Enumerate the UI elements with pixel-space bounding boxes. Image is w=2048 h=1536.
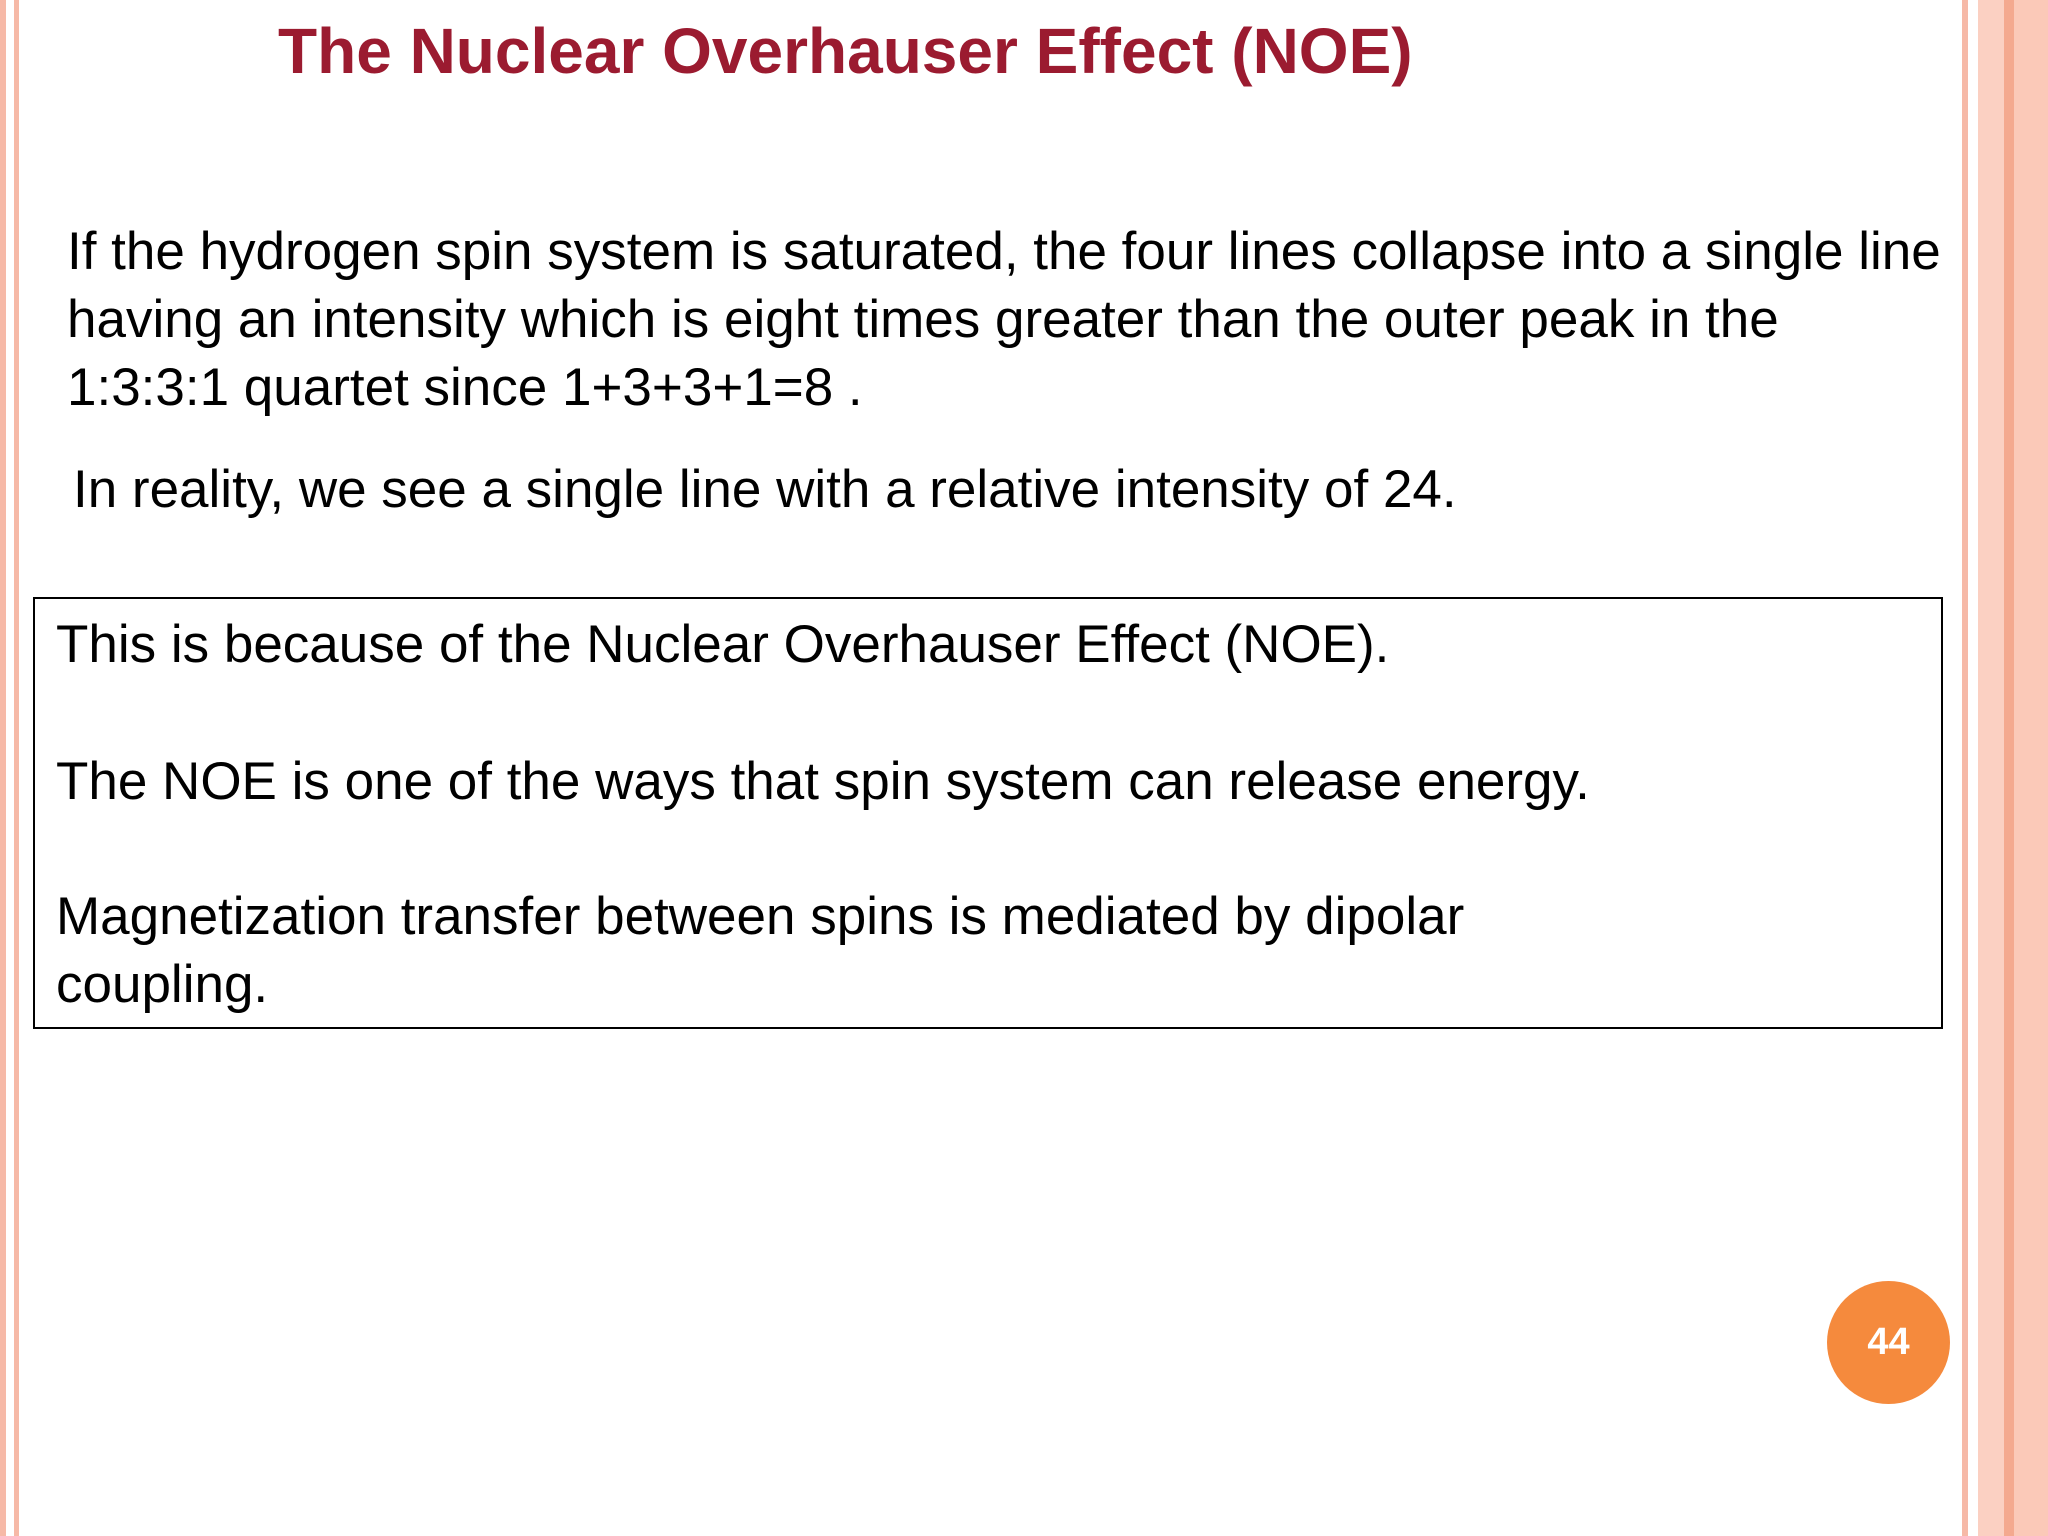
box-line-magnetization: Magnetization transfer between spins is mediated by dipolar coupling. [56,887,1465,1014]
page-number-badge [1827,1281,1950,1404]
right-border-stripe-4 [2014,0,2048,1536]
right-border-stripe-2 [1978,0,2004,1536]
box-line-noe-energy: The NOE is one of the ways that spin system can release energy. [56,752,1590,811]
paragraph-saturation: If the hydrogen spin system is saturated, the four lines collapse into a single line having an intensity which is eight times greater than the outer peak in the 1:3:3:1 quartet since 1+3+3+1=8 . [67,222,1941,417]
page-number: 44 [1867,1321,1910,1363]
noe-explanation-box [33,597,1943,1029]
left-border-stripe-outer [0,0,6,1536]
paragraph-reality: In reality, we see a single line with a relative intensity of 24. [73,460,1457,519]
left-border-stripe-inner [14,0,19,1536]
box-line-noe-cause: This is because of the Nuclear Overhauser Effect (NOE). [56,615,1390,674]
right-border-stripe-1 [1962,0,1968,1536]
right-border-stripe-3 [2004,0,2014,1536]
slide-title: The Nuclear Overhauser Effect (NOE) [278,15,1413,87]
